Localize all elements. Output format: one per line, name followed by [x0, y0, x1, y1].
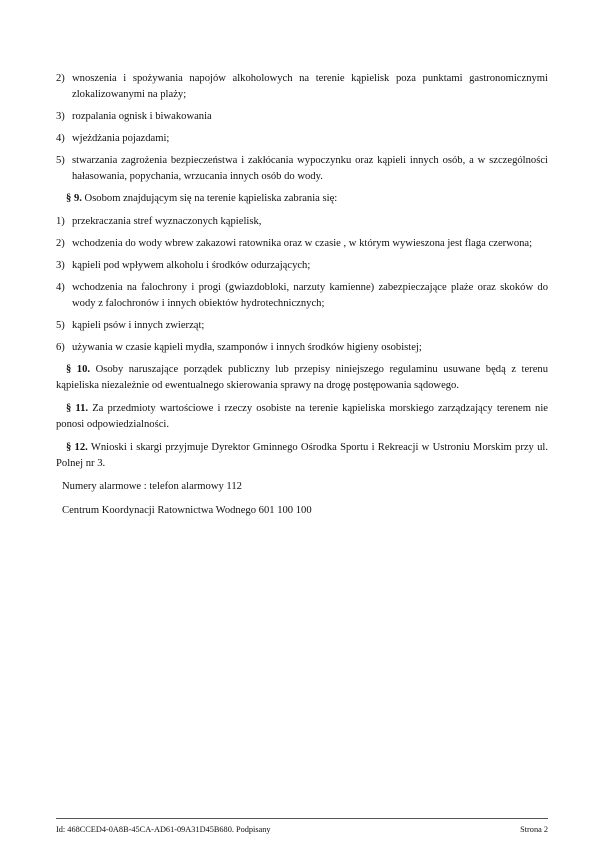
list-item-number: 2): [56, 73, 65, 84]
section-number: § 12.: [66, 442, 88, 453]
section-number: § 9.: [66, 193, 82, 204]
list-item: [56, 109, 548, 125]
section-number: § 10.: [66, 364, 91, 375]
section-text: Osobom znajdującym się na terenie kąpieliska zabrania się:: [81, 193, 338, 204]
list-item: [56, 131, 548, 147]
list-item-number: 1): [56, 216, 65, 227]
list-item: [56, 258, 548, 274]
section-12-paragraph: [56, 440, 548, 472]
section-11-paragraph: [56, 401, 548, 433]
page-number: Strona 2: [520, 825, 548, 834]
section-text: Osoby naruszające porządek publiczny lub przepisy niniejszego regulaminu usuwane będą z terenu kąpieliska niezależnie od ewentualnego skierowania sprawy na drogę postępowania sądowego.: [56, 364, 548, 391]
list-item-number: 4): [56, 282, 65, 293]
list-item-number: 6): [56, 342, 65, 353]
list-item-number: 4): [56, 133, 65, 144]
list-item-number: 3): [56, 111, 65, 122]
list-item-number: 2): [56, 238, 65, 249]
document-id: Id: 468CCED4-0A8B-45CA-AD61-09A31D45B680. Podpisany: [56, 825, 271, 834]
list-item-text: rozpalania ognisk i biwakowania: [72, 111, 212, 122]
list-item: [56, 71, 548, 103]
list-item: [56, 340, 548, 356]
list-item-text: wnoszenia i spożywania napojów alkoholowych na terenie kąpielisk poza punktami gastronomicznymi zlokalizowanymi na plaży;: [72, 73, 548, 100]
list-item-number: 5): [56, 155, 65, 166]
page-footer: [56, 818, 548, 835]
list-item-number: 5): [56, 320, 65, 331]
list-item-text: przekraczania stref wyznaczonych kąpielisk,: [72, 216, 262, 227]
section-number: § 11.: [66, 403, 89, 414]
list-item: [56, 153, 548, 185]
section-10-paragraph: [56, 362, 548, 394]
section-text: Za przedmioty wartościowe i rzeczy osobiste na terenie kąpieliska morskiego zarządzający terenem nie ponosi odpowiedzialności.: [56, 403, 548, 430]
list-item: [56, 236, 548, 252]
list-item-text: kąpieli pod wpływem alkoholu i środków odurzających;: [72, 260, 311, 271]
list-item-text: używania w czasie kąpieli mydła, szamponów i innych środków higieny osobistej;: [72, 342, 422, 353]
list-item: [56, 280, 548, 312]
rescue-center-line: Centrum Koordynacji Ratownictwa Wodnego 601 100 100: [62, 505, 312, 516]
regulation-content: [56, 71, 548, 527]
section-text: Wnioski i skargi przyjmuje Dyrektor Gminnego Ośrodka Sportu i Rekreacji w Ustroniu Morskim przy ul. Polnej nr 3.: [56, 442, 548, 469]
list-item-text: kąpieli psów i innych zwierząt;: [72, 320, 205, 331]
list-item-text: wchodzenia do wody wbrew zakazowi ratownika oraz w czasie , w którym wywieszona jest flaga czerwona;: [72, 238, 533, 249]
list-item-text: wjeżdżania pojazdami;: [72, 133, 170, 144]
list-item: [56, 214, 548, 230]
section-9-paragraph: [56, 191, 548, 207]
list-item-text: stwarzania zagrożenia bezpieczeństwa i zakłócania wypoczynku oraz kąpieli innych osób, a w szczególności hałasowania, popychania, wrzucania innych osób do wody.: [72, 155, 548, 182]
alarm-numbers-line: Numery alarmowe : telefon alarmowy 112: [62, 481, 242, 492]
list-item-text: wchodzenia na falochrony i progi (gwiazdobloki, narzuty kamienne) zabezpieczające plaże oraz skoków do wody z falochronów i innych obiektów hydrotechnicznych;: [72, 282, 548, 309]
list-item-number: 3): [56, 260, 65, 271]
list-item: [56, 318, 548, 334]
